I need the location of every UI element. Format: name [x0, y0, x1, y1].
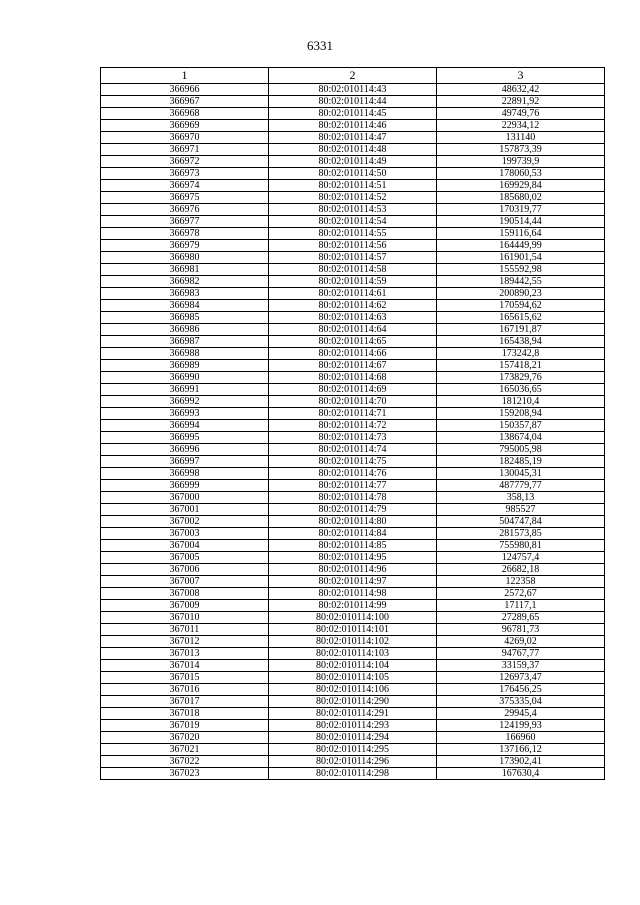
- cell-value: 161901,54: [437, 252, 605, 264]
- cell-cadastral-number: 80:02:010114:95: [269, 552, 437, 564]
- cell-row-number: 367012: [101, 636, 269, 648]
- cell-row-number: 366989: [101, 360, 269, 372]
- table-row: [101, 336, 605, 348]
- cell-cadastral-number: 80:02:010114:65: [269, 336, 437, 348]
- cell-row-number: 366992: [101, 396, 269, 408]
- cell-value: 182485,19: [437, 456, 605, 468]
- cell-cadastral-number: 80:02:010114:293: [269, 720, 437, 732]
- cell-cadastral-number: 80:02:010114:53: [269, 204, 437, 216]
- cell-cadastral-number: 80:02:010114:104: [269, 660, 437, 672]
- table-row: [101, 144, 605, 156]
- table-row: [101, 216, 605, 228]
- cell-cadastral-number: 80:02:010114:51: [269, 180, 437, 192]
- cell-value: 185680,02: [437, 192, 605, 204]
- table-row: [101, 612, 605, 624]
- table-row: [101, 540, 605, 552]
- table-row: [101, 264, 605, 276]
- table-header: [101, 68, 605, 84]
- cell-row-number: 366996: [101, 444, 269, 456]
- cell-value: 33159,37: [437, 660, 605, 672]
- table-row: [101, 576, 605, 588]
- cell-row-number: 367010: [101, 612, 269, 624]
- cell-cadastral-number: 80:02:010114:80: [269, 516, 437, 528]
- cell-row-number: 367006: [101, 564, 269, 576]
- cell-value: 96781,73: [437, 624, 605, 636]
- cell-value: 166960: [437, 732, 605, 744]
- table-row: [101, 636, 605, 648]
- cell-row-number: 366998: [101, 468, 269, 480]
- cell-cadastral-number: 80:02:010114:62: [269, 300, 437, 312]
- table-row: [101, 228, 605, 240]
- cell-row-number: 366966: [101, 84, 269, 96]
- cell-row-number: 367016: [101, 684, 269, 696]
- cell-row-number: 367017: [101, 696, 269, 708]
- cell-row-number: 367001: [101, 504, 269, 516]
- table-row: [101, 672, 605, 684]
- table-row: [101, 372, 605, 384]
- cell-cadastral-number: 80:02:010114:102: [269, 636, 437, 648]
- cell-cadastral-number: 80:02:010114:64: [269, 324, 437, 336]
- table-row: [101, 744, 605, 756]
- table-row: [101, 456, 605, 468]
- cell-value: 165615,62: [437, 312, 605, 324]
- cell-value: 124199,93: [437, 720, 605, 732]
- cell-value: 130045,31: [437, 468, 605, 480]
- cell-value: 985527: [437, 504, 605, 516]
- cell-value: 26682,18: [437, 564, 605, 576]
- cell-row-number: 366999: [101, 480, 269, 492]
- cell-value: 17117,1: [437, 600, 605, 612]
- table-row: [101, 564, 605, 576]
- cell-cadastral-number: 80:02:010114:50: [269, 168, 437, 180]
- cell-value: 165036,65: [437, 384, 605, 396]
- column-header: 3: [437, 68, 605, 84]
- cell-row-number: 367008: [101, 588, 269, 600]
- table-row: [101, 720, 605, 732]
- cell-row-number: 366976: [101, 204, 269, 216]
- cell-value: 155592,98: [437, 264, 605, 276]
- table-row: [101, 276, 605, 288]
- cell-row-number: 366967: [101, 96, 269, 108]
- cell-value: 755980,81: [437, 540, 605, 552]
- cell-row-number: 367018: [101, 708, 269, 720]
- table-row: [101, 180, 605, 192]
- table-row: [101, 516, 605, 528]
- cell-cadastral-number: 80:02:010114:43: [269, 84, 437, 96]
- cell-cadastral-number: 80:02:010114:290: [269, 696, 437, 708]
- cell-cadastral-number: 80:02:010114:97: [269, 576, 437, 588]
- cell-value: 124757,4: [437, 552, 605, 564]
- table-row: [101, 708, 605, 720]
- cell-cadastral-number: 80:02:010114:56: [269, 240, 437, 252]
- table-row: [101, 468, 605, 480]
- table-row: [101, 384, 605, 396]
- cell-cadastral-number: 80:02:010114:78: [269, 492, 437, 504]
- cell-value: 49749,76: [437, 108, 605, 120]
- cell-cadastral-number: 80:02:010114:59: [269, 276, 437, 288]
- cell-row-number: 366986: [101, 324, 269, 336]
- cell-value: 200890,23: [437, 288, 605, 300]
- cell-cadastral-number: 80:02:010114:61: [269, 288, 437, 300]
- table-row: [101, 324, 605, 336]
- cell-row-number: 367007: [101, 576, 269, 588]
- cell-value: 122358: [437, 576, 605, 588]
- cell-row-number: 366997: [101, 456, 269, 468]
- cell-cadastral-number: 80:02:010114:45: [269, 108, 437, 120]
- cell-row-number: 367022: [101, 756, 269, 768]
- cell-value: 181210,4: [437, 396, 605, 408]
- cell-value: 159116,64: [437, 228, 605, 240]
- cell-value: 159208,94: [437, 408, 605, 420]
- cell-row-number: 367011: [101, 624, 269, 636]
- cell-value: 487779,77: [437, 480, 605, 492]
- cell-cadastral-number: 80:02:010114:58: [269, 264, 437, 276]
- table-row: [101, 192, 605, 204]
- cell-row-number: 366977: [101, 216, 269, 228]
- cell-value: 22891,92: [437, 96, 605, 108]
- cell-cadastral-number: 80:02:010114:298: [269, 768, 437, 780]
- cell-cadastral-number: 80:02:010114:46: [269, 120, 437, 132]
- cell-cadastral-number: 80:02:010114:70: [269, 396, 437, 408]
- cell-cadastral-number: 80:02:010114:44: [269, 96, 437, 108]
- cell-cadastral-number: 80:02:010114:52: [269, 192, 437, 204]
- table-body: [101, 84, 605, 780]
- table-row: [101, 552, 605, 564]
- cell-cadastral-number: 80:02:010114:103: [269, 648, 437, 660]
- cell-value: 169929,84: [437, 180, 605, 192]
- table-row: [101, 588, 605, 600]
- cell-value: 94767,77: [437, 648, 605, 660]
- table-row: [101, 396, 605, 408]
- cell-row-number: 366988: [101, 348, 269, 360]
- cell-value: 190514,44: [437, 216, 605, 228]
- cell-value: 29945,4: [437, 708, 605, 720]
- cell-cadastral-number: 80:02:010114:57: [269, 252, 437, 264]
- table-row: [101, 684, 605, 696]
- table-row: [101, 132, 605, 144]
- cell-row-number: 367003: [101, 528, 269, 540]
- column-header: 2: [269, 68, 437, 84]
- table-row: [101, 168, 605, 180]
- cell-row-number: 367002: [101, 516, 269, 528]
- cell-cadastral-number: 80:02:010114:49: [269, 156, 437, 168]
- cell-value: 358,13: [437, 492, 605, 504]
- cell-row-number: 366969: [101, 120, 269, 132]
- cell-row-number: 367019: [101, 720, 269, 732]
- cell-value: 167630,4: [437, 768, 605, 780]
- cell-cadastral-number: 80:02:010114:294: [269, 732, 437, 744]
- cell-cadastral-number: 80:02:010114:63: [269, 312, 437, 324]
- cell-value: 178060,53: [437, 168, 605, 180]
- cell-value: 27289,65: [437, 612, 605, 624]
- cell-cadastral-number: 80:02:010114:85: [269, 540, 437, 552]
- cell-row-number: 366983: [101, 288, 269, 300]
- table-row: [101, 360, 605, 372]
- cell-cadastral-number: 80:02:010114:296: [269, 756, 437, 768]
- cell-cadastral-number: 80:02:010114:72: [269, 420, 437, 432]
- cell-row-number: 366985: [101, 312, 269, 324]
- cell-cadastral-number: 80:02:010114:98: [269, 588, 437, 600]
- table-row: [101, 156, 605, 168]
- table-row: [101, 204, 605, 216]
- cell-row-number: 366982: [101, 276, 269, 288]
- cell-row-number: 366972: [101, 156, 269, 168]
- cell-cadastral-number: 80:02:010114:66: [269, 348, 437, 360]
- cell-cadastral-number: 80:02:010114:67: [269, 360, 437, 372]
- cell-row-number: 366993: [101, 408, 269, 420]
- table-row: [101, 252, 605, 264]
- cell-row-number: 367009: [101, 600, 269, 612]
- cell-value: 131140: [437, 132, 605, 144]
- cell-cadastral-number: 80:02:010114:47: [269, 132, 437, 144]
- cell-row-number: 367015: [101, 672, 269, 684]
- cell-cadastral-number: 80:02:010114:84: [269, 528, 437, 540]
- column-header: 1: [101, 68, 269, 84]
- cell-row-number: 367004: [101, 540, 269, 552]
- cell-cadastral-number: 80:02:010114:291: [269, 708, 437, 720]
- table-row: [101, 288, 605, 300]
- cell-row-number: 366990: [101, 372, 269, 384]
- cell-cadastral-number: 80:02:010114:73: [269, 432, 437, 444]
- cell-value: 176456,25: [437, 684, 605, 696]
- cell-row-number: 366991: [101, 384, 269, 396]
- cell-cadastral-number: 80:02:010114:101: [269, 624, 437, 636]
- table-row: [101, 768, 605, 780]
- cell-value: 22934,12: [437, 120, 605, 132]
- cell-value: 157873,39: [437, 144, 605, 156]
- cell-value: 4269,02: [437, 636, 605, 648]
- cell-value: 504747,84: [437, 516, 605, 528]
- cell-cadastral-number: 80:02:010114:71: [269, 408, 437, 420]
- data-table: [100, 67, 605, 780]
- cell-cadastral-number: 80:02:010114:48: [269, 144, 437, 156]
- cell-value: 173829,76: [437, 372, 605, 384]
- cell-value: 199739,9: [437, 156, 605, 168]
- page-number: 6331: [307, 38, 333, 53]
- cell-value: 375335,04: [437, 696, 605, 708]
- table-row: [101, 240, 605, 252]
- cell-value: 126973,47: [437, 672, 605, 684]
- cell-row-number: 366971: [101, 144, 269, 156]
- cell-row-number: 366968: [101, 108, 269, 120]
- cell-row-number: 366981: [101, 264, 269, 276]
- table-row: [101, 348, 605, 360]
- cell-value: 173242,8: [437, 348, 605, 360]
- table-row: [101, 660, 605, 672]
- cell-cadastral-number: 80:02:010114:54: [269, 216, 437, 228]
- cell-cadastral-number: 80:02:010114:295: [269, 744, 437, 756]
- table-row: [101, 84, 605, 96]
- cell-value: 189442,55: [437, 276, 605, 288]
- cell-row-number: 366978: [101, 228, 269, 240]
- cell-value: 170319,77: [437, 204, 605, 216]
- cell-row-number: 366987: [101, 336, 269, 348]
- cell-value: 165438,94: [437, 336, 605, 348]
- cell-row-number: 367021: [101, 744, 269, 756]
- cell-row-number: 367020: [101, 732, 269, 744]
- cell-value: 2572,67: [437, 588, 605, 600]
- cell-cadastral-number: 80:02:010114:75: [269, 456, 437, 468]
- cell-cadastral-number: 80:02:010114:68: [269, 372, 437, 384]
- table-row: [101, 444, 605, 456]
- cell-cadastral-number: 80:02:010114:74: [269, 444, 437, 456]
- cell-row-number: 366979: [101, 240, 269, 252]
- cell-row-number: 366994: [101, 420, 269, 432]
- table-row: [101, 732, 605, 744]
- table-row: [101, 492, 605, 504]
- cell-value: 137166,12: [437, 744, 605, 756]
- cell-row-number: 366975: [101, 192, 269, 204]
- cell-cadastral-number: 80:02:010114:106: [269, 684, 437, 696]
- cell-row-number: 367014: [101, 660, 269, 672]
- cell-row-number: 367013: [101, 648, 269, 660]
- cell-value: 48632,42: [437, 84, 605, 96]
- cell-row-number: 367000: [101, 492, 269, 504]
- table-row: [101, 96, 605, 108]
- cell-value: 157418,21: [437, 360, 605, 372]
- cell-cadastral-number: 80:02:010114:105: [269, 672, 437, 684]
- table-row: [101, 120, 605, 132]
- cell-row-number: 366974: [101, 180, 269, 192]
- table-row: [101, 696, 605, 708]
- cell-cadastral-number: 80:02:010114:69: [269, 384, 437, 396]
- cell-cadastral-number: 80:02:010114:76: [269, 468, 437, 480]
- cell-row-number: 367023: [101, 768, 269, 780]
- cell-cadastral-number: 80:02:010114:55: [269, 228, 437, 240]
- cell-value: 173902,41: [437, 756, 605, 768]
- cell-cadastral-number: 80:02:010114:99: [269, 600, 437, 612]
- table-row: [101, 432, 605, 444]
- cell-row-number: 366980: [101, 252, 269, 264]
- cell-value: 281573,85: [437, 528, 605, 540]
- table-row: [101, 624, 605, 636]
- cell-cadastral-number: 80:02:010114:96: [269, 564, 437, 576]
- table-header-row: [101, 68, 605, 84]
- cell-value: 167191,87: [437, 324, 605, 336]
- table-row: [101, 312, 605, 324]
- cell-cadastral-number: 80:02:010114:77: [269, 480, 437, 492]
- table-row: [101, 300, 605, 312]
- cell-cadastral-number: 80:02:010114:79: [269, 504, 437, 516]
- cell-value: 795005,98: [437, 444, 605, 456]
- cell-value: 150357,87: [437, 420, 605, 432]
- table-row: [101, 504, 605, 516]
- table-row: [101, 108, 605, 120]
- cell-row-number: 367005: [101, 552, 269, 564]
- cell-row-number: 366970: [101, 132, 269, 144]
- cell-value: 164449,99: [437, 240, 605, 252]
- table-row: [101, 420, 605, 432]
- cell-row-number: 366995: [101, 432, 269, 444]
- table-row: [101, 756, 605, 768]
- cell-row-number: 366984: [101, 300, 269, 312]
- cell-value: 138674,04: [437, 432, 605, 444]
- cell-cadastral-number: 80:02:010114:100: [269, 612, 437, 624]
- cell-row-number: 366973: [101, 168, 269, 180]
- cell-value: 170594,62: [437, 300, 605, 312]
- table-row: [101, 480, 605, 492]
- table-row: [101, 648, 605, 660]
- table-row: [101, 408, 605, 420]
- table-row: [101, 600, 605, 612]
- table-row: [101, 528, 605, 540]
